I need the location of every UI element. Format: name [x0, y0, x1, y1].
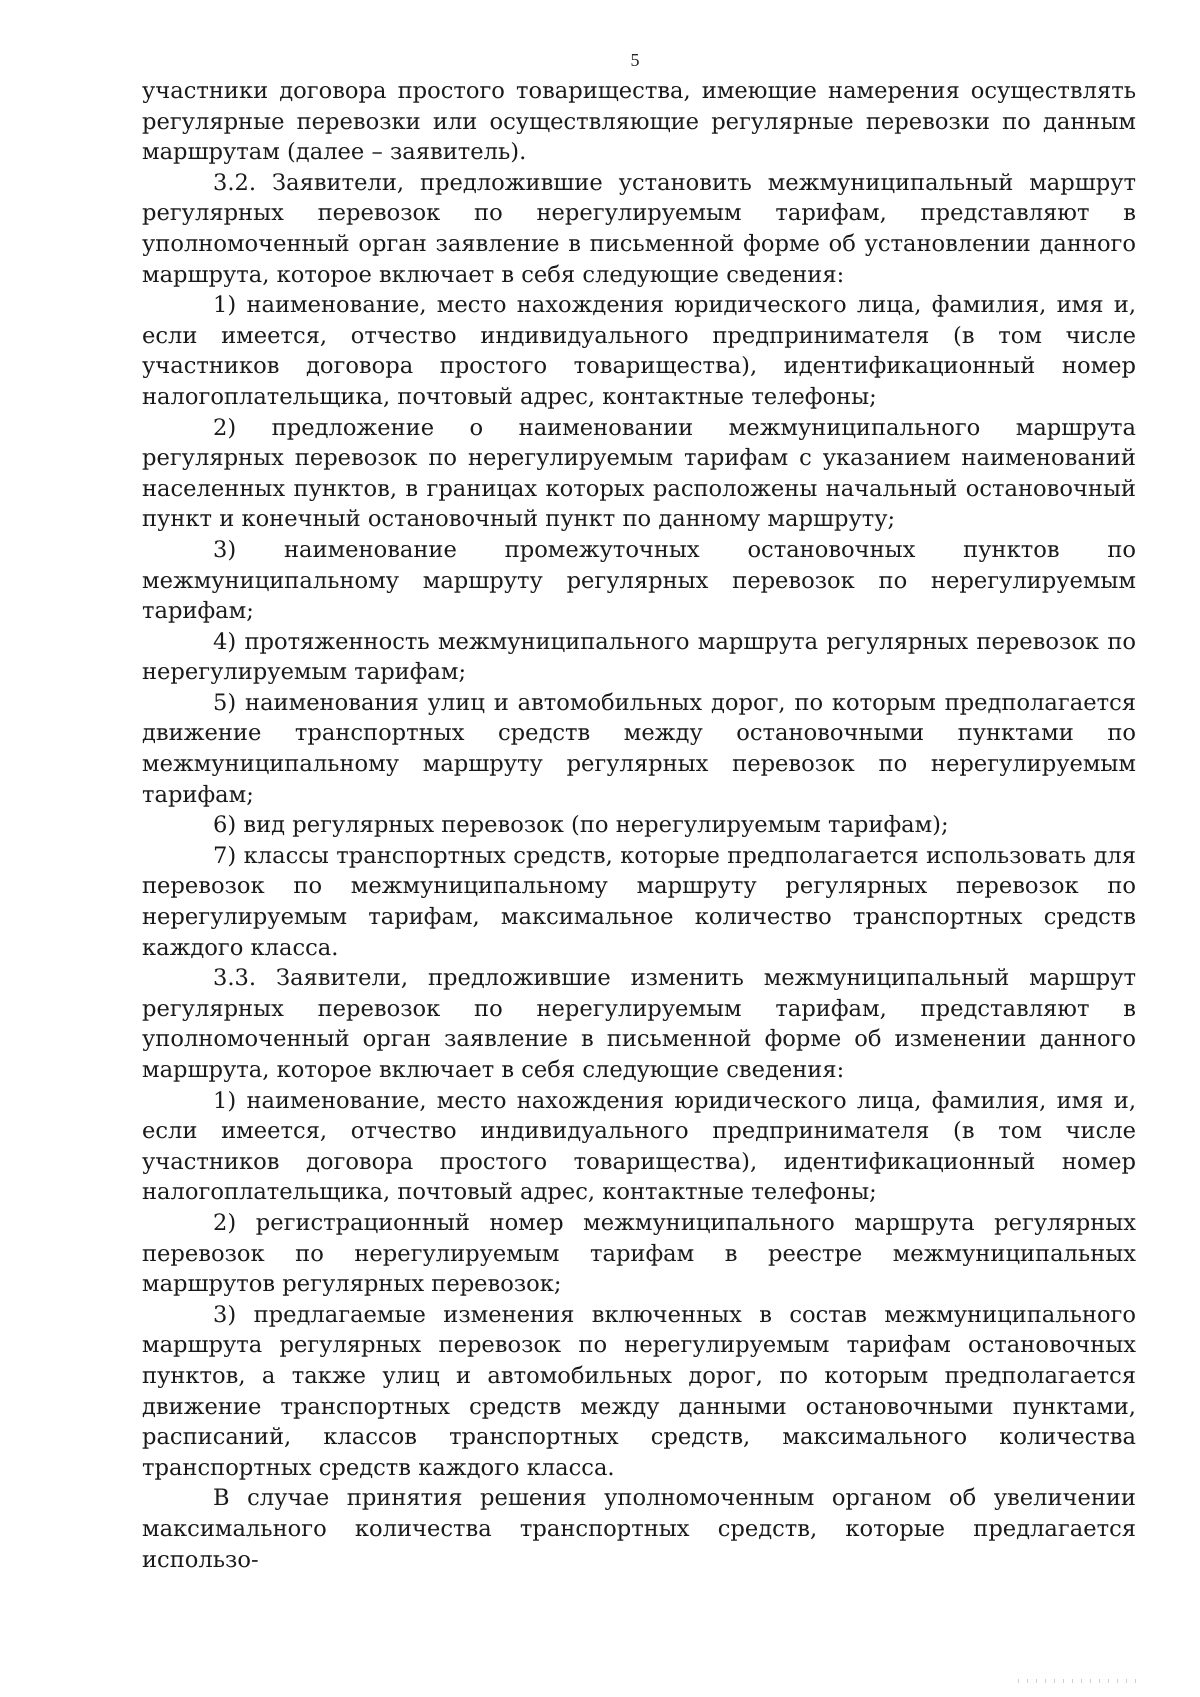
page-number: 5 — [630, 50, 640, 70]
clause-3-3-item-2: 2) регистрационный номер межмуниципального маршрута регулярных перевозок по нерегулируемым тарифам в реестре межмуниципальных маршрутов регулярных перевозок; — [142, 1209, 1136, 1298]
clause-3-2-item-6: 6) вид регулярных перевозок (по нерегулируемым тарифам); — [213, 812, 949, 839]
clause-3-2-item-2: 2) предложение о наименовании межмуниципального маршрута регулярных перевозок по нерегулируемым тарифам с указанием наименований населенных пунктов, в границах которых расположены начальный остановочный пункт и конечный остановочный пункт по данному маршруту; — [142, 414, 1136, 533]
clause-3-2-item-4: 4) протяженность межмуниципального маршрута регулярных перевозок по нерегулируемым тарифам; — [142, 628, 1136, 686]
clause-3-2-item-7: 7) классы транспортных средств, которые предполагается использовать для перевозок по межмуниципальному маршруту регулярных перевозок по нерегулируемым тарифам, максимальное количество транспортных средств каждого класса. — [142, 842, 1136, 961]
scan-artifact — [1018, 1679, 1138, 1683]
clause-3-3-item-3: 3) предлагаемые изменения включенных в состав межмуниципального маршрута регулярных перевозок по нерегулируемым тарифам остановочных пунктов, а также улиц и автомобильных дорог, по которым предполагается движение транспортных средств между данными остановочными пунктами, расписаний, классов транспортных средств, максимального количества транспортных средств каждого класса. — [142, 1301, 1136, 1481]
paragraph-increase-decision: В случае принятия решения уполномоченным органом об увеличении максимального количества транспортных средств, которые предлагается использо- — [142, 1485, 1136, 1573]
document-body — [142, 76, 1136, 1575]
clause-3-2-item-5: 5) наименования улиц и автомобильных дорог, по которым предполагается движение транспортных средств между остановочными пунктами по межмуниципальному маршруту регулярных перевозок по нерегулируемым тарифам; — [142, 689, 1136, 808]
clause-3-3-item-1: 1) наименование, место нахождения юридического лица, фамилия, имя и, если имеется, отчество индивидуального предпринимателя (в том числе участников договора простого товарищества), идентификационный номер налогоплательщика, почтовый адрес, контактные телефоны; — [142, 1087, 1136, 1206]
clause-3-2: 3.2. Заявители, предложившие установить межмуниципальный маршрут регулярных перевозок по нерегулируемым тарифам, представляют в уполномоченный орган заявление в письменной форме об установлении данного маршрута, которое включает в себя следующие сведения: — [142, 169, 1136, 288]
clause-3-2-item-3: 3) наименование промежуточных остановочных пунктов по межмуниципальному маршруту регулярных перевозок по нерегулируемым тарифам; — [142, 536, 1136, 625]
paragraph-continuation: участники договора простого товарищества, имеющие намерения осуществлять регулярные перевозки или осуществляющие регулярные перевозки по данным маршрутам (далее – заявитель). — [142, 78, 1136, 166]
clause-3-3: 3.3. Заявители, предложившие изменить межмуниципальный маршрут регулярных перевозок по нерегулируемым тарифам, представляют в уполномоченный орган заявление в письменной форме об изменении данного маршрута, которое включает в себя следующие сведения: — [142, 965, 1136, 1083]
clause-3-2-item-1: 1) наименование, место нахождения юридического лица, фамилия, имя и, если имеется, отчество индивидуального предпринимателя (в том числе участников договора простого товарищества), идентификационный номер налогоплательщика, почтовый адрес, контактные телефоны; — [142, 292, 1136, 410]
